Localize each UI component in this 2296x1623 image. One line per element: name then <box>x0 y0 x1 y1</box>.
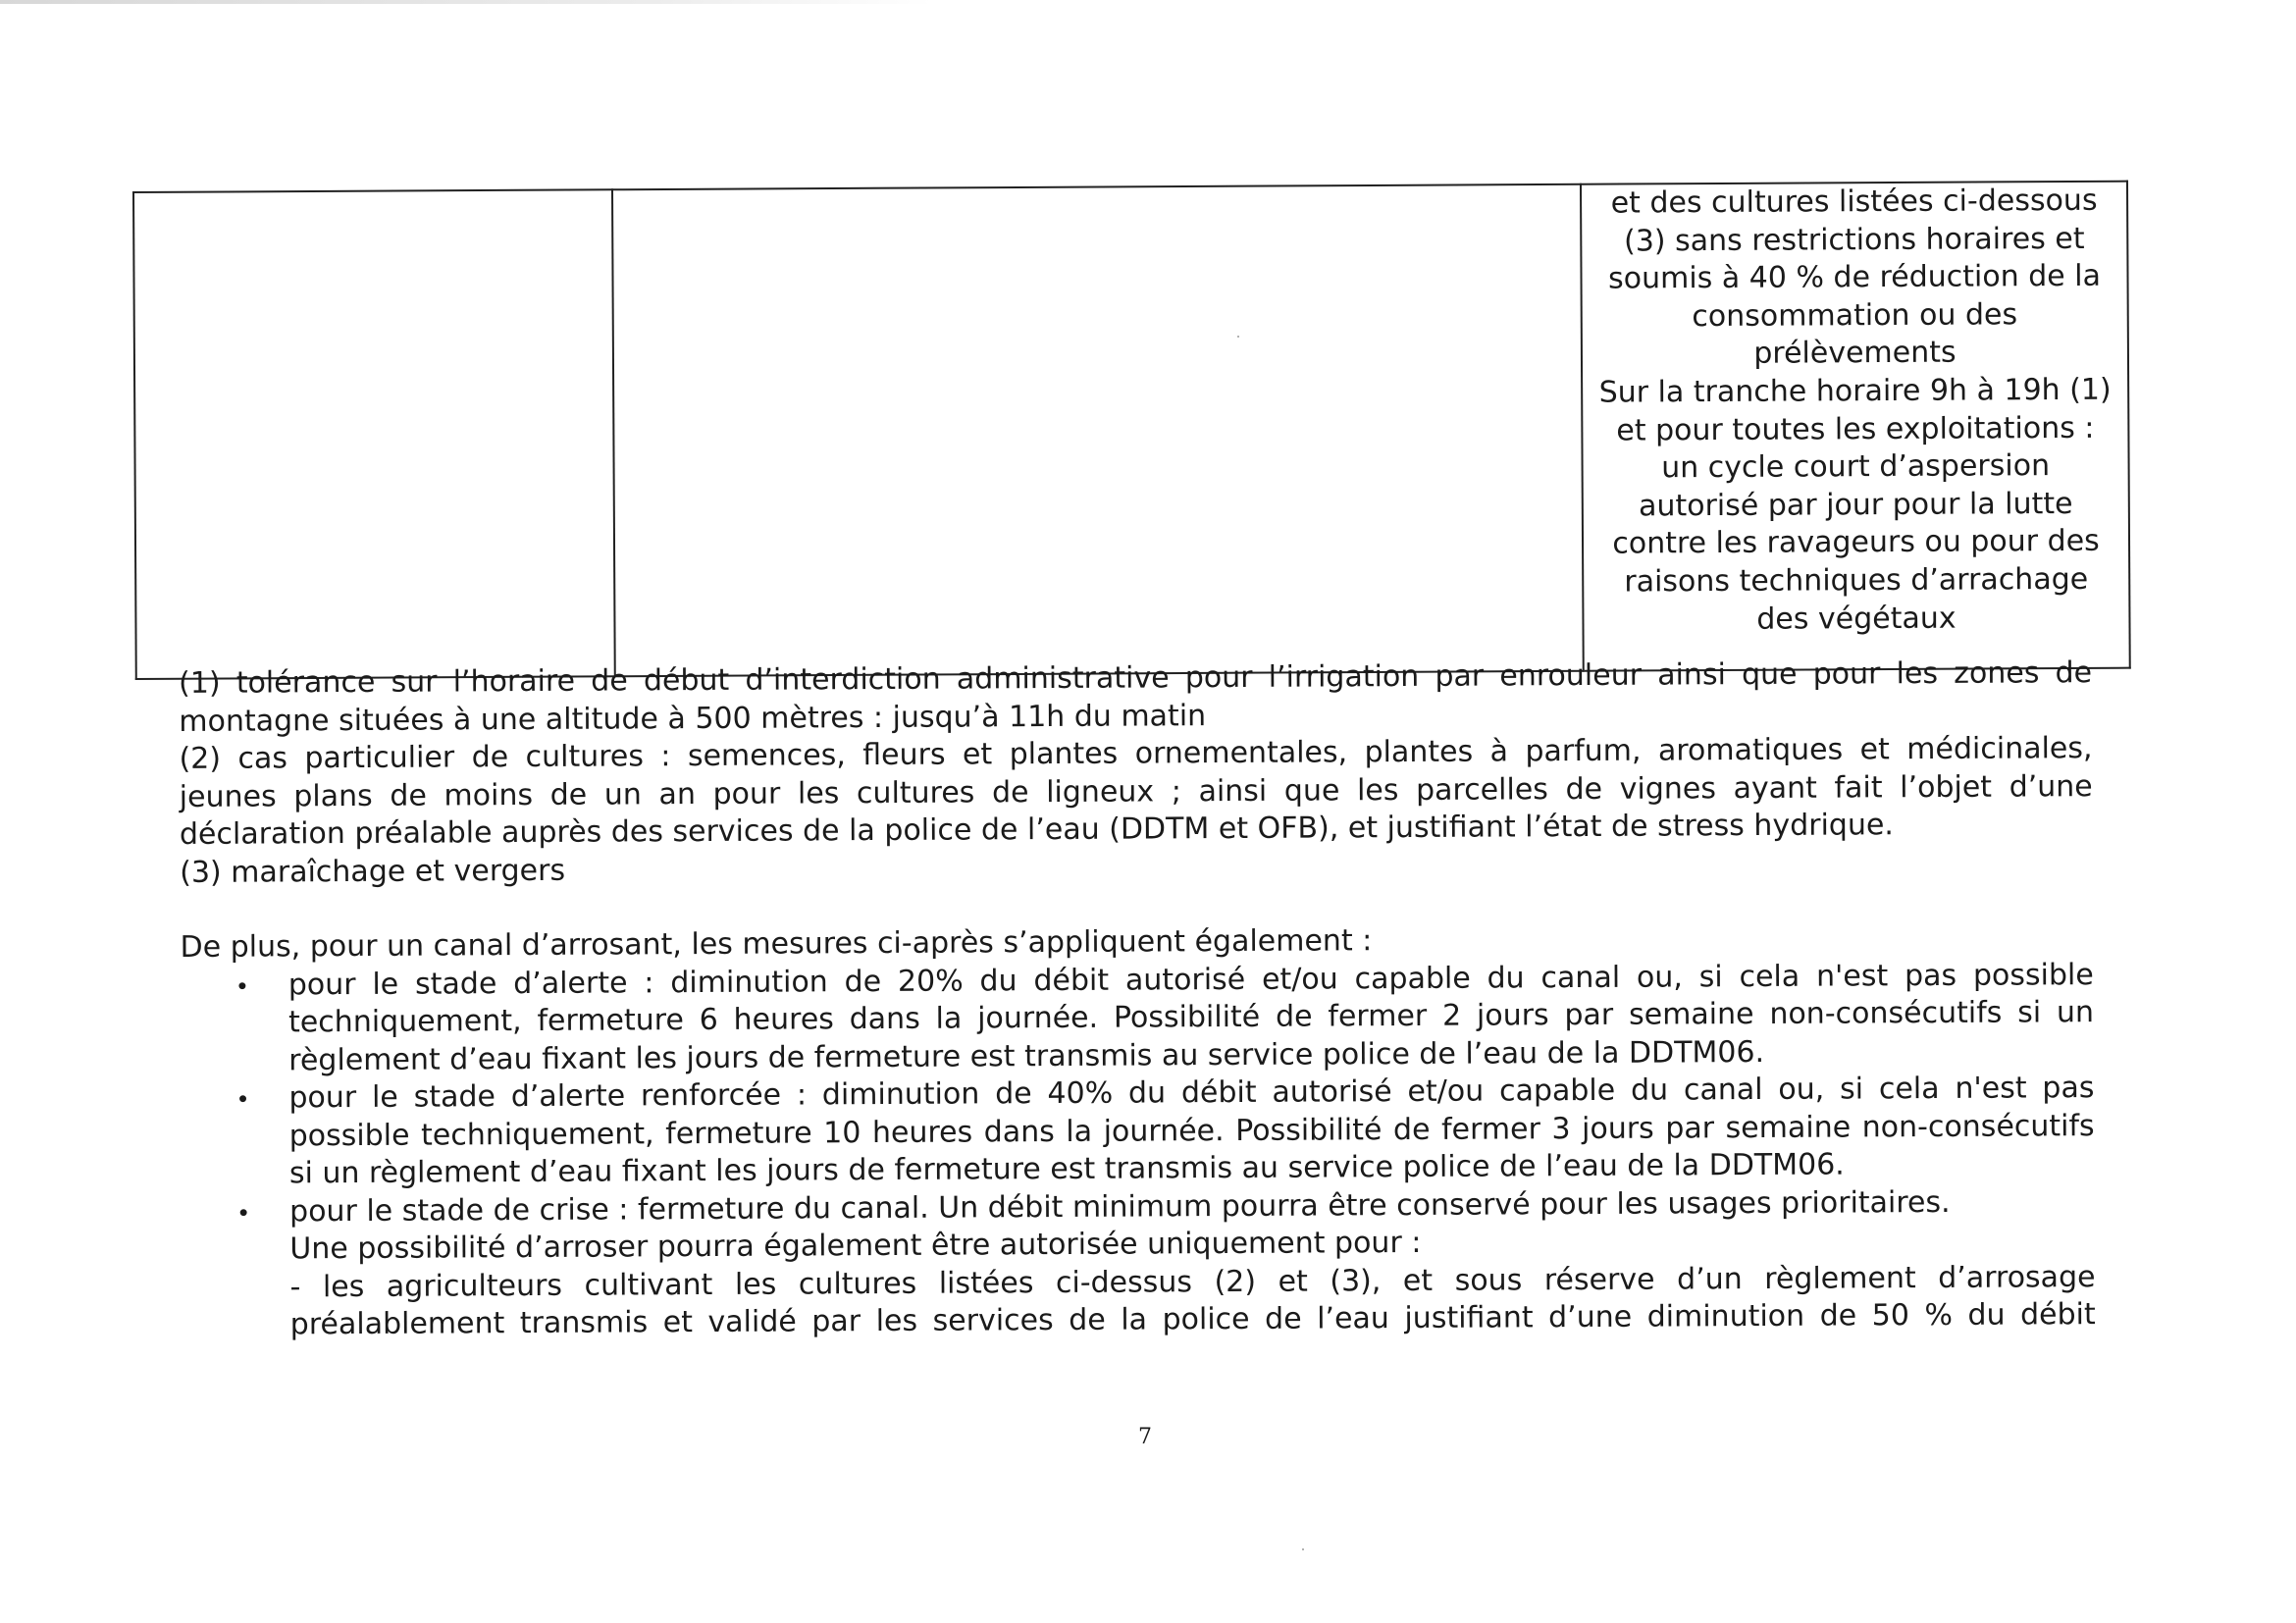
list-item-line: possible techniquement, fermeture 10 heures dans la journée. Possibilité de fermer 3 jours par semaine non-consécutifs <box>288 1108 2095 1153</box>
cell-text-line: (3) sans restrictions horaires et <box>1623 221 2085 259</box>
list-item-line: si un règlement d’eau fixant les jours de fermeture est transmis au service police de l’eau de la DDTM06. <box>288 1147 1845 1191</box>
cell-text-line: et des cultures listées ci-dessous <box>1610 183 2098 221</box>
body-text <box>179 654 2096 1344</box>
footnote-3: (3) maraîchage et vergers <box>180 853 566 890</box>
cell-text-line: raisons techniques d’arrachage <box>1624 561 2089 600</box>
footnote-2-line: déclaration préalable auprès des services de la police de l’eau (DDTM et OFB), et justifiant l’état de stress hydrique. <box>179 808 1895 852</box>
list-item-line: pour le stade d’alerte : diminution de 20% du débit autorisé et/ou capable du canal ou, si cela n'est pas possible <box>287 957 2094 1002</box>
cell-text-line: consommation ou des <box>1692 297 2018 334</box>
cell-text-line: contre les ravageurs ou pour des <box>1612 524 2100 561</box>
list-item-alerte <box>181 957 2095 1080</box>
list-item-line: techniquement, fermeture 6 heures dans la journée. Possibilité de fermer 2 jours par semaine non-consécutifs si un <box>287 995 2095 1040</box>
table-row <box>133 182 2130 679</box>
scan-speck <box>1237 336 1239 338</box>
restrictions-table-fragment <box>132 181 2131 680</box>
page-number: 7 <box>1138 1425 1152 1449</box>
list-item-crise <box>182 1183 2096 1345</box>
scan-speck <box>1302 1548 1304 1550</box>
cell-text-line: autorisé par jour pour la lutte <box>1638 486 2073 524</box>
bullet-icon: • <box>235 972 250 1001</box>
footnote-2-line: jeunes plans de moins de un an pour les cultures de ligneux ; ainsi que les parcelles de vignes ayant fait l’objet d’une <box>179 768 2093 814</box>
list-item-alerte-renforcee <box>181 1070 2095 1193</box>
list-item-line: - les agriculteurs cultivant les cultures listées ci-dessus (2) et (3), et sous réserve d’un règlement d’arrosage <box>289 1259 2096 1304</box>
footnote-1-line: (1) tolérance sur l’horaire de début d’interdiction administrative pour l’irrigation par enrouleur ainsi que pour les zones de <box>179 655 2093 701</box>
cell-text-line: prélèvements <box>1753 335 1957 372</box>
list-item-line: pour le stade de crise : fermeture du canal. Un débit minimum pourra être conservé pour les usages prioritaires. <box>289 1184 1951 1229</box>
footnote-1-line: montagne situées à une altitude à 500 mètres : jusqu’à 11h du matin <box>179 698 1207 739</box>
footnotes <box>179 654 2093 892</box>
cell-text-line: des végétaux <box>1756 601 1957 637</box>
table-cell-measures <box>1581 182 2130 671</box>
cell-text-line: un cycle court d’aspersion <box>1661 448 2051 486</box>
cell-text-line: soumis à 40 % de réduction de la <box>1607 258 2102 296</box>
list-item-line: pour le stade d’alerte renforcée : diminution de 40% du débit autorisé et/ou capable du canal ou, si cela n'est pas <box>288 1071 2095 1116</box>
cell-text-line: et pour toutes les exploitations : <box>1616 410 2095 448</box>
table-cell-empty-1 <box>133 189 615 679</box>
table-cell-empty-2 <box>612 184 1584 677</box>
list-item-line: préalablement transmis et validé par les services de la police de l’eau justifiant d’une diminution de 50 % du débit <box>289 1297 2096 1342</box>
bullet-icon: • <box>235 1085 250 1114</box>
scan-edge-shadow <box>0 0 932 4</box>
bullet-icon: • <box>236 1199 251 1228</box>
cell-text-line: Sur la tranche horaire 9h à 19h (1) <box>1598 372 2112 410</box>
restrictions-table <box>132 181 2131 680</box>
list-item-line: Une possibilité d’arroser pourra également être autorisée uniquement pour : <box>289 1225 1422 1267</box>
canal-intro: De plus, pour un canal d’arrosant, les mesures ci-après s’appliquent également : <box>180 923 1373 965</box>
footnote-2-line: (2) cas particulier de cultures : semences, fleurs et plantes ornementales, plantes à parfum, aromatiques et médicinales, <box>179 731 2093 776</box>
list-item-line: règlement d’eau fixant les jours de fermeture est transmis au service police de l’eau de la DDTM06. <box>288 1034 1765 1077</box>
